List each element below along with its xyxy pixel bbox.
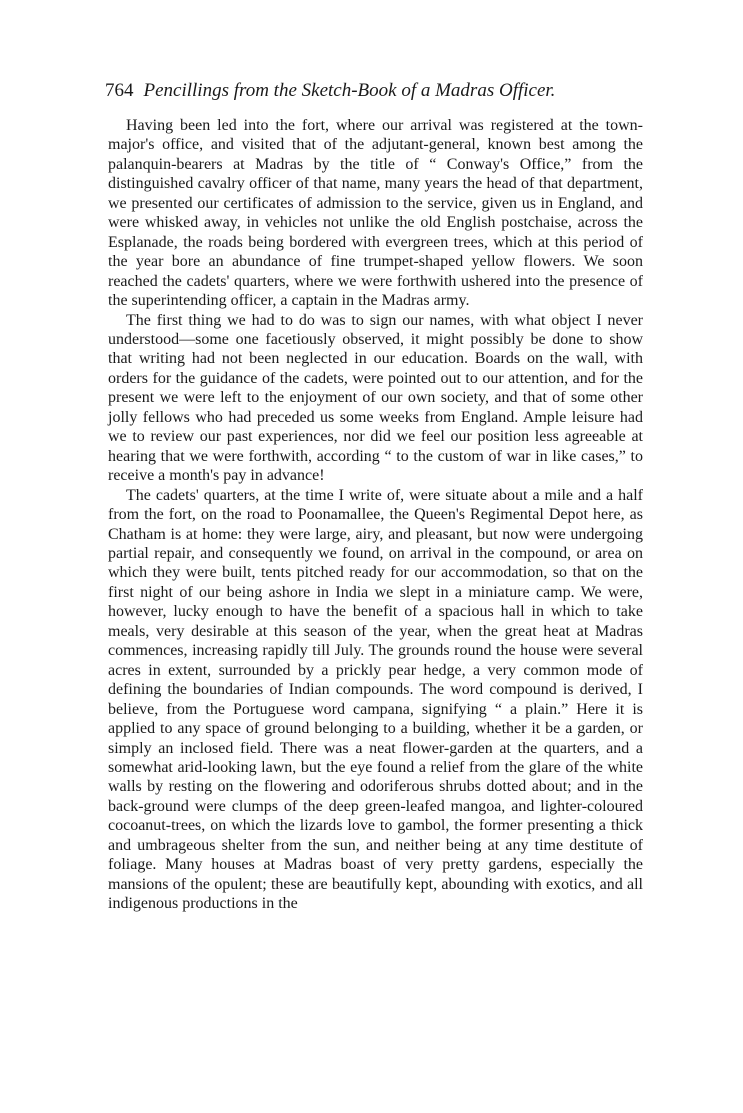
paragraph-3: The cadets' quarters, at the time I write of, were situate about a mile and a half from the fort, on the road to Poonamallee, the Queen's Regimental Depot here, as Chatham is at home: they were large, airy, and pleasant, but now were undergoing partial repair, and consequently we found, on arrival in the compound, or area on which they were built, tents pitched ready for our accommodation, so that on the first night of our being ashore in India we slept in a miniature camp. We were, however, lucky enough to have the benefit of a spacious hall in which to take meals, very desirable at this season of the year, when the great heat at Madras commences, increasing rapidly till July. The grounds round the house were several acres in extent, surrounded by a prickly pear hedge, a very common mode of defining the boundaries of Indian compounds. The word compound is derived, I believe, from the Portuguese word campana, signifying “ a plain.” Here it is applied to any space of ground belonging to a building, whether it be a garden, or simply an inclosed field. There was a neat flower-garden at the quarters, and a somewhat arid-looking lawn, but the eye found a relief from the glare of the white walls by resting on the flowering and odoriferous shrubs dotted about; and in the back-ground were clumps of the deep green-leafed mangoa, and lighter-coloured cocoanut-trees, on which the lizards love to gambol, the former presenting a thick and umbrageous shelter from the sun, and neither being at any time destitute of foliage. Many houses at Madras boast of very pretty gardens, especially the mansions of the opulent; these are beautifully kept, abounding with exotics, and all indigenous productions in the: [108, 486, 643, 913]
running-title: Pencillings from the Sketch-Book of a Madras Officer.: [143, 80, 556, 101]
paragraph-1: Having been led into the fort, where our arrival was registered at the town-major's office, and visited that of the adjutant-general, known best among the palanquin-bearers at Madras by the title of “ Conway's Office,” from the distinguished cavalry officer of that name, many years the head of that department, we presented our certificates of admission to the service, given us in England, and were whisked away, in vehicles not unlike the old English postchaise, across the Esplanade, the roads being bordered with evergreen trees, which at this period of the year bore an abundance of fine trumpet-shaped yellow flowers. We soon reached the cadets' quarters, where we were forthwith ushered into the presence of the superintending officer, a captain in the Madras army.: [108, 117, 643, 310]
running-header: [105, 80, 645, 102]
page-number: 764: [105, 80, 134, 101]
body-text: [108, 116, 643, 914]
paragraph-2: The first thing we had to do was to sign our names, with what object I never understood—some one facetiously observed, it might possibly be done to show that writing had not been neglected in our education. Boards on the wall, with orders for the guidance of the cadets, were pointed out to our attention, and for the present we were left to the enjoyment of our own society, and that of some other jolly fellows who had preceded us some weeks from England. Ample leisure had we to review our past experiences, nor did we feel our position less agreeable at hearing that we were forthwith, according “ to the custom of war in like cases,” to receive a month's pay in advance!: [108, 311, 643, 485]
